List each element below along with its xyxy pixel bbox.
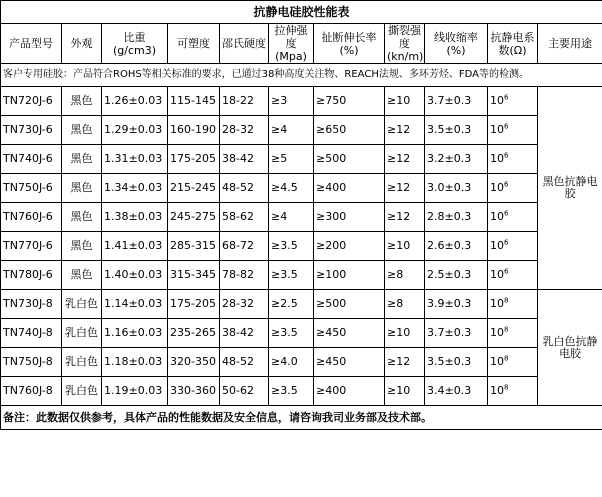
shrinkage-cell: 2.8±0.3 bbox=[425, 203, 488, 232]
hardness-cell: 48-52 bbox=[220, 348, 269, 377]
tear-cell: ≥10 bbox=[385, 87, 425, 116]
header-resistivity: 抗静电系数(Ω) bbox=[488, 24, 538, 64]
resistivity-base: 10 bbox=[490, 94, 504, 107]
tensile-cell: ≥4 bbox=[269, 116, 314, 145]
table-row bbox=[1, 290, 602, 319]
resistivity-base: 10 bbox=[490, 384, 504, 397]
resistivity-base: 10 bbox=[490, 355, 504, 368]
resistivity-cell bbox=[488, 145, 538, 174]
resistivity-exponent: 6 bbox=[504, 93, 509, 102]
density-cell: 1.14±0.03 bbox=[102, 290, 168, 319]
resistivity-cell bbox=[488, 261, 538, 290]
tear-cell: ≥8 bbox=[385, 261, 425, 290]
appearance-cell: 黑色 bbox=[62, 232, 102, 261]
model-cell: TN720J-6 bbox=[1, 87, 62, 116]
tear-cell: ≥10 bbox=[385, 319, 425, 348]
resistivity-cell bbox=[488, 290, 538, 319]
header-shrinkage: 线收缩率(%) bbox=[425, 24, 488, 64]
plasticity-cell: 235-265 bbox=[168, 319, 220, 348]
appearance-cell: 黑色 bbox=[62, 116, 102, 145]
tear-cell: ≥12 bbox=[385, 145, 425, 174]
tensile-cell: ≥3 bbox=[269, 87, 314, 116]
resistivity-base: 10 bbox=[490, 181, 504, 194]
resistivity-exponent: 8 bbox=[504, 296, 509, 305]
plasticity-cell: 320-350 bbox=[168, 348, 220, 377]
table-row bbox=[1, 261, 602, 290]
resistivity-exponent: 8 bbox=[504, 354, 509, 363]
tensile-cell: ≥3.5 bbox=[269, 261, 314, 290]
table-row bbox=[1, 377, 602, 406]
density-cell: 1.26±0.03 bbox=[102, 87, 168, 116]
tear-cell: ≥12 bbox=[385, 348, 425, 377]
shrinkage-cell: 3.5±0.3 bbox=[425, 116, 488, 145]
appearance-cell: 黑色 bbox=[62, 87, 102, 116]
plasticity-cell: 160-190 bbox=[168, 116, 220, 145]
elongation-cell: ≥200 bbox=[314, 232, 385, 261]
model-cell: TN760J-8 bbox=[1, 377, 62, 406]
density-cell: 1.41±0.03 bbox=[102, 232, 168, 261]
resistivity-exponent: 6 bbox=[504, 151, 509, 160]
elongation-cell: ≥450 bbox=[314, 319, 385, 348]
hardness-cell: 68-72 bbox=[220, 232, 269, 261]
hardness-cell: 28-32 bbox=[220, 290, 269, 319]
shrinkage-cell: 3.7±0.3 bbox=[425, 87, 488, 116]
resistivity-base: 10 bbox=[490, 239, 504, 252]
header-tear: 撕裂强度(kn/m) bbox=[385, 24, 425, 64]
tear-cell: ≥12 bbox=[385, 174, 425, 203]
table-row bbox=[1, 174, 602, 203]
plasticity-cell: 115-145 bbox=[168, 87, 220, 116]
header-model: 产品型号 bbox=[1, 24, 62, 64]
use-black-cell: 黑色抗静电胶 bbox=[538, 87, 602, 290]
tensile-cell: ≥5 bbox=[269, 145, 314, 174]
shrinkage-cell: 3.7±0.3 bbox=[425, 319, 488, 348]
resistivity-exponent: 8 bbox=[504, 325, 509, 334]
table-row bbox=[1, 348, 602, 377]
header-row bbox=[1, 24, 602, 64]
table-row bbox=[1, 145, 602, 174]
model-cell: TN740J-8 bbox=[1, 319, 62, 348]
appearance-cell: 黑色 bbox=[62, 203, 102, 232]
header-appearance: 外观 bbox=[62, 24, 102, 64]
tensile-cell: ≥3.5 bbox=[269, 232, 314, 261]
model-cell: TN760J-6 bbox=[1, 203, 62, 232]
resistivity-base: 10 bbox=[490, 326, 504, 339]
shrinkage-cell: 3.0±0.3 bbox=[425, 174, 488, 203]
hardness-cell: 48-52 bbox=[220, 174, 269, 203]
density-cell: 1.40±0.03 bbox=[102, 261, 168, 290]
tear-cell: ≥8 bbox=[385, 290, 425, 319]
resistivity-cell bbox=[488, 116, 538, 145]
shrinkage-cell: 3.2±0.3 bbox=[425, 145, 488, 174]
plasticity-cell: 245-275 bbox=[168, 203, 220, 232]
resistivity-cell bbox=[488, 203, 538, 232]
shrinkage-cell: 2.5±0.3 bbox=[425, 261, 488, 290]
plasticity-cell: 285-315 bbox=[168, 232, 220, 261]
resistivity-exponent: 6 bbox=[504, 209, 509, 218]
tensile-cell: ≥4 bbox=[269, 203, 314, 232]
tensile-cell: ≥2.5 bbox=[269, 290, 314, 319]
density-cell: 1.38±0.03 bbox=[102, 203, 168, 232]
model-cell: TN770J-6 bbox=[1, 232, 62, 261]
model-cell: TN730J-8 bbox=[1, 290, 62, 319]
appearance-cell: 黑色 bbox=[62, 261, 102, 290]
header-density: 比重(g/cm3) bbox=[102, 24, 168, 64]
model-cell: TN730J-6 bbox=[1, 116, 62, 145]
tear-cell: ≥12 bbox=[385, 116, 425, 145]
resistivity-base: 10 bbox=[490, 152, 504, 165]
resistivity-exponent: 6 bbox=[504, 238, 509, 247]
density-cell: 1.29±0.03 bbox=[102, 116, 168, 145]
model-cell: TN750J-6 bbox=[1, 174, 62, 203]
shrinkage-cell: 3.9±0.3 bbox=[425, 290, 488, 319]
tensile-cell: ≥3.5 bbox=[269, 319, 314, 348]
resistivity-cell bbox=[488, 232, 538, 261]
resistivity-cell bbox=[488, 174, 538, 203]
table-row bbox=[1, 203, 602, 232]
footer-note: 备注：此数据仅供参考，具体产品的性能数据及安全信息，请咨询我司业务部及技术部。 bbox=[1, 406, 602, 430]
hardness-cell: 38-42 bbox=[220, 319, 269, 348]
resistivity-base: 10 bbox=[490, 268, 504, 281]
elongation-cell: ≥500 bbox=[314, 290, 385, 319]
hardness-cell: 78-82 bbox=[220, 261, 269, 290]
appearance-cell: 乳白色 bbox=[62, 348, 102, 377]
plasticity-cell: 175-205 bbox=[168, 145, 220, 174]
appearance-cell: 乳白色 bbox=[62, 319, 102, 348]
resistivity-exponent: 8 bbox=[504, 383, 509, 392]
table-title: 抗静电硅胶性能表 bbox=[1, 1, 602, 24]
elongation-cell: ≥500 bbox=[314, 145, 385, 174]
model-cell: TN750J-8 bbox=[1, 348, 62, 377]
header-tensile: 拉伸强度(Mpa) bbox=[269, 24, 314, 64]
hardness-cell: 38-42 bbox=[220, 145, 269, 174]
elongation-cell: ≥650 bbox=[314, 116, 385, 145]
appearance-cell: 黑色 bbox=[62, 174, 102, 203]
resistivity-cell bbox=[488, 87, 538, 116]
compliance-note: 客户专用硅胶：产品符合ROHS等相关标准的要求，已通过38种高度关注物、REACH法规、多环芳烃、FDA等的检测。 bbox=[1, 64, 602, 87]
resistivity-cell bbox=[488, 348, 538, 377]
tear-cell: ≥10 bbox=[385, 232, 425, 261]
tensile-cell: ≥4.5 bbox=[269, 174, 314, 203]
plasticity-cell: 330-360 bbox=[168, 377, 220, 406]
resistivity-exponent: 6 bbox=[504, 122, 509, 131]
tear-cell: ≥10 bbox=[385, 377, 425, 406]
hardness-cell: 18-22 bbox=[220, 87, 269, 116]
resistivity-cell bbox=[488, 319, 538, 348]
density-cell: 1.16±0.03 bbox=[102, 319, 168, 348]
table-row bbox=[1, 232, 602, 261]
plasticity-cell: 315-345 bbox=[168, 261, 220, 290]
elongation-cell: ≥400 bbox=[314, 174, 385, 203]
resistivity-cell bbox=[488, 377, 538, 406]
header-hardness: 邵氏硬度 bbox=[220, 24, 269, 64]
elongation-cell: ≥450 bbox=[314, 348, 385, 377]
elongation-cell: ≥400 bbox=[314, 377, 385, 406]
resistivity-exponent: 6 bbox=[504, 267, 509, 276]
resistivity-base: 10 bbox=[490, 123, 504, 136]
header-use: 主要用途 bbox=[538, 24, 602, 64]
appearance-cell: 黑色 bbox=[62, 145, 102, 174]
plasticity-cell: 175-205 bbox=[168, 290, 220, 319]
appearance-cell: 乳白色 bbox=[62, 377, 102, 406]
density-cell: 1.34±0.03 bbox=[102, 174, 168, 203]
appearance-cell: 乳白色 bbox=[62, 290, 102, 319]
hardness-cell: 28-32 bbox=[220, 116, 269, 145]
hardness-cell: 58-62 bbox=[220, 203, 269, 232]
model-cell: TN740J-6 bbox=[1, 145, 62, 174]
plasticity-cell: 215-245 bbox=[168, 174, 220, 203]
elongation-cell: ≥750 bbox=[314, 87, 385, 116]
density-cell: 1.18±0.03 bbox=[102, 348, 168, 377]
header-plasticity: 可塑度 bbox=[168, 24, 220, 64]
table-row bbox=[1, 87, 602, 116]
resistivity-exponent: 6 bbox=[504, 180, 509, 189]
resistivity-base: 10 bbox=[490, 297, 504, 310]
table-row bbox=[1, 116, 602, 145]
shrinkage-cell: 3.4±0.3 bbox=[425, 377, 488, 406]
resistivity-base: 10 bbox=[490, 210, 504, 223]
density-cell: 1.31±0.03 bbox=[102, 145, 168, 174]
model-cell: TN780J-6 bbox=[1, 261, 62, 290]
elongation-cell: ≥100 bbox=[314, 261, 385, 290]
table-row bbox=[1, 319, 602, 348]
shrinkage-cell: 3.5±0.3 bbox=[425, 348, 488, 377]
shrinkage-cell: 2.6±0.3 bbox=[425, 232, 488, 261]
hardness-cell: 50-62 bbox=[220, 377, 269, 406]
tear-cell: ≥12 bbox=[385, 203, 425, 232]
header-elongation: 扯断伸长率(%) bbox=[314, 24, 385, 64]
elongation-cell: ≥300 bbox=[314, 203, 385, 232]
tensile-cell: ≥4.0 bbox=[269, 348, 314, 377]
density-cell: 1.19±0.03 bbox=[102, 377, 168, 406]
tensile-cell: ≥3.5 bbox=[269, 377, 314, 406]
use-white-cell: 乳白色抗静电胶 bbox=[538, 290, 602, 406]
